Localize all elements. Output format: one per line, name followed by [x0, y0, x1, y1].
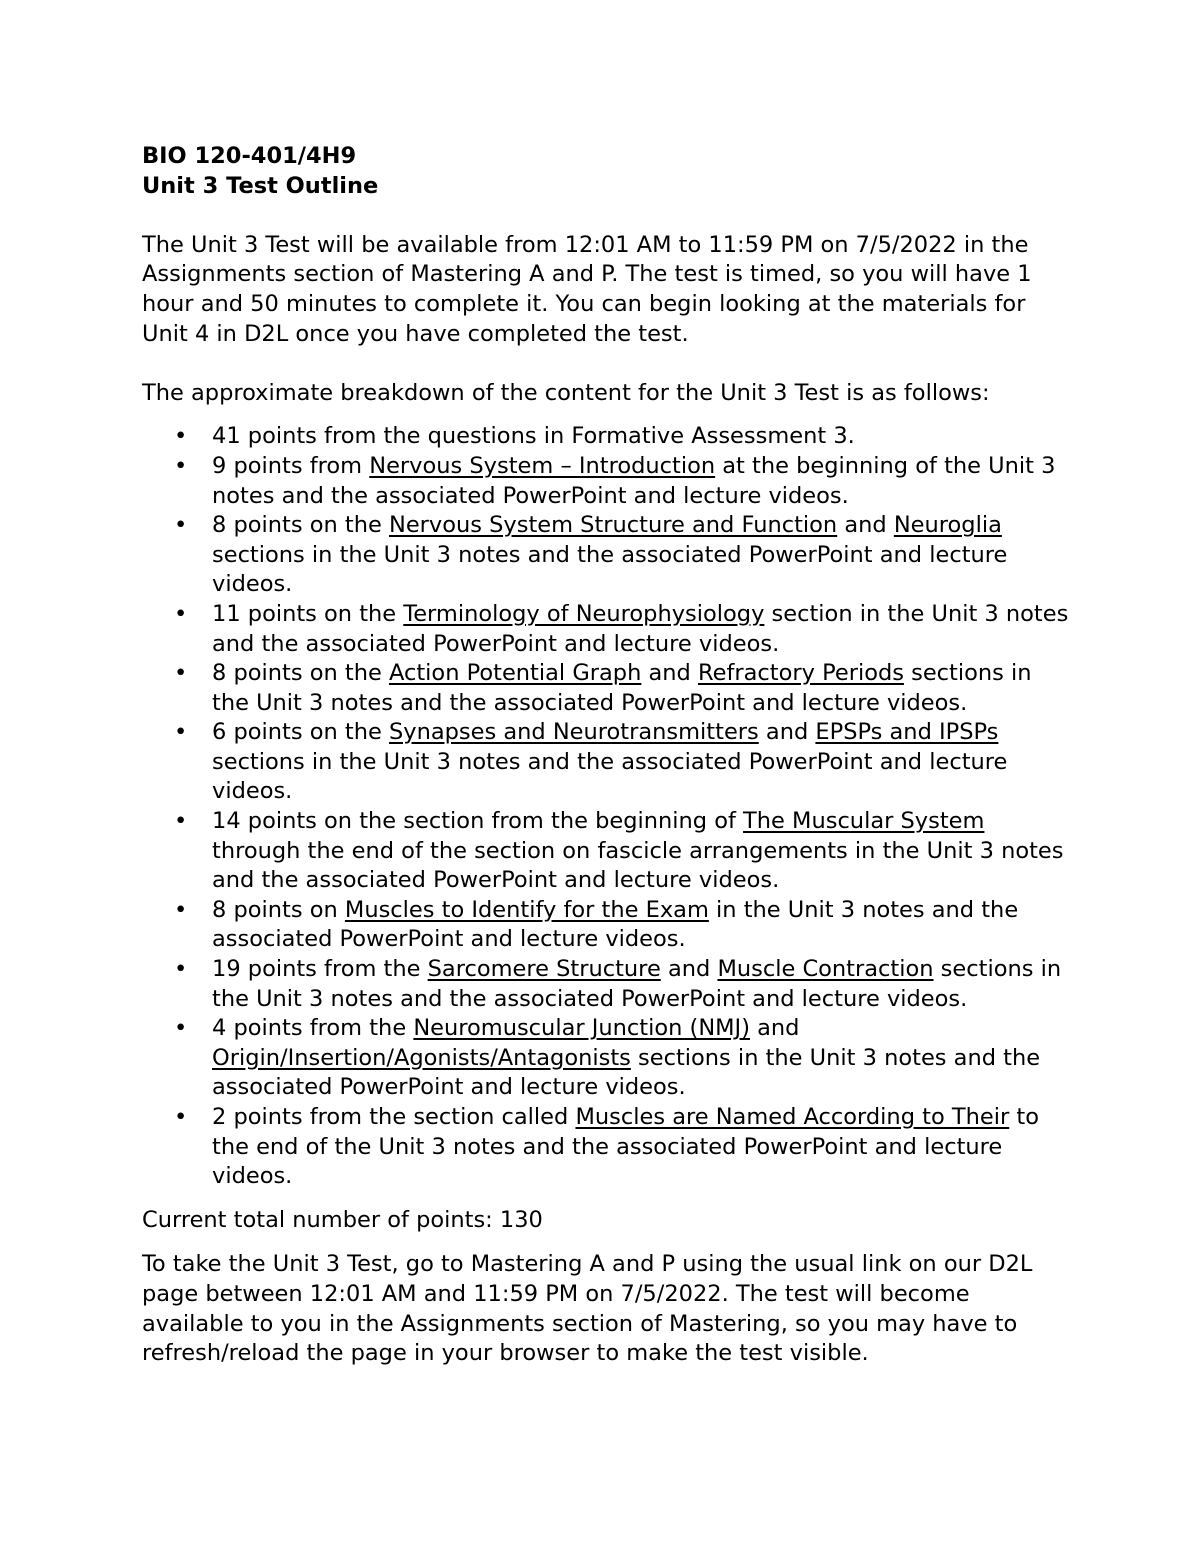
list-item: • 9 points from Nervous System – Introduction at the beginning of the Unit 3 notes and the associated PowerPoint and lecture videos. — [174, 452, 1056, 509]
bullet-icon: • — [174, 600, 188, 627]
list-item: • 2 points from the section called Muscles are Named According to Their to the end of the Unit 3 notes and the associated PowerPoint and lecture videos. — [174, 1104, 1039, 1190]
document-title: Unit 3 Test Outline — [142, 172, 379, 199]
list-item: • 6 points on the Synapses and Neurotransmitters and EPSPs and IPSPs sections in the Unit 3 notes and the associated PowerPoint and lecture videos. — [174, 719, 1008, 805]
total-points: Current total number of points: 130 — [142, 1206, 543, 1233]
bullet-icon: • — [174, 423, 188, 450]
closing-paragraph: To take the Unit 3 Test, go to Mastering A and P using the usual link on our D2L page between 12:01 AM and 11:59 PM on 7/5/2022. The test will become available to you in the Assignments section of Mastering, so you may have to refresh/reload the page in your browser to make the test visible. — [142, 1251, 1033, 1367]
bullet-icon: • — [174, 896, 188, 923]
intro-paragraph: The Unit 3 Test will be available from 12:01 AM to 11:59 PM on 7/5/2022 in the Assignments section of Mastering A and P. The test is timed, so you will have 1 hour and 50 minutes to complete it. You can begin looking at the materials for Unit 4 in D2L once you have completed the test. — [142, 231, 1032, 347]
list-item: • 41 points from the questions in Formative Assessment 3. — [142, 422, 1072, 452]
bullet-icon: • — [174, 808, 188, 835]
section-link: Sarcomere Structure — [427, 956, 661, 983]
bullet-icon: • — [174, 660, 188, 687]
course-code: BIO 120-401/4H9 — [142, 143, 357, 169]
bullet-icon: • — [174, 719, 188, 746]
list-item: • 8 points on the Action Potential Graph and Refractory Periods sections in the Unit 3 notes and the associated PowerPoint and lecture videos. — [174, 660, 1032, 716]
section-link: Nervous System – Introduction — [369, 452, 716, 479]
list-item: • 11 points on the Terminology of Neurophysiology section in the Unit 3 notes and the associated PowerPoint and lecture videos. — [174, 600, 1069, 657]
list-item: • 14 points on the section from the beginning of The Muscular System through the end of the section on fascicle arrangements in the Unit 3 notes and the associated PowerPoint and lecture videos. — [174, 808, 1064, 894]
section-link: Neuroglia — [893, 512, 1002, 539]
document-page — [142, 142, 1072, 1369]
list-item: • 19 points from the Sarcomere Structure and Muscle Contraction sections in the Unit 3 notes and the associated PowerPoint and lecture videos. — [174, 956, 1062, 1012]
bullet-icon: • — [174, 512, 188, 539]
section-link: Action Potential Graph — [388, 660, 642, 687]
section-link: The Muscular System — [743, 808, 985, 835]
section-link: EPSPs and IPSPs — [815, 719, 999, 746]
section-link: Muscle Contraction — [717, 956, 934, 983]
section-link: Terminology of Neurophysiology — [403, 600, 765, 627]
section-link: Synapses and Neurotransmitters — [388, 719, 759, 746]
breakdown-list — [142, 422, 1072, 1191]
bullet-icon: • — [174, 1104, 188, 1130]
section-link: Origin/Insertion/Agonists/Antagonists — [212, 1044, 631, 1071]
section-link: Refractory Periods — [697, 660, 904, 687]
bullet-icon: • — [174, 956, 188, 983]
breakdown-intro: The approximate breakdown of the content for the Unit 3 Test is as follows: — [142, 379, 990, 406]
bullet-icon: • — [174, 1015, 188, 1042]
list-item: • 4 points from the Neuromuscular Junction (NMJ) and Origin/Insertion/Agonists/Antagonists sections in the Unit 3 notes and the associated PowerPoint and lecture videos. — [174, 1015, 1041, 1101]
section-link: Nervous System Structure and Function — [388, 512, 838, 539]
section-link: Muscles to Identify for the Exam — [344, 896, 709, 923]
list-item: • 8 points on Muscles to Identify for the Exam in the Unit 3 notes and the associated PowerPoint and lecture videos. — [174, 896, 1019, 953]
section-link: Neuromuscular Junction (NMJ) — [413, 1015, 750, 1042]
section-link: Muscles are Named According to Their — [575, 1104, 1010, 1130]
list-item: • 8 points on the Nervous System Structure and Function and Neuroglia sections in the Unit 3 notes and the associated PowerPoint and lecture videos. — [174, 512, 1008, 598]
bullet-icon: • — [174, 452, 188, 479]
